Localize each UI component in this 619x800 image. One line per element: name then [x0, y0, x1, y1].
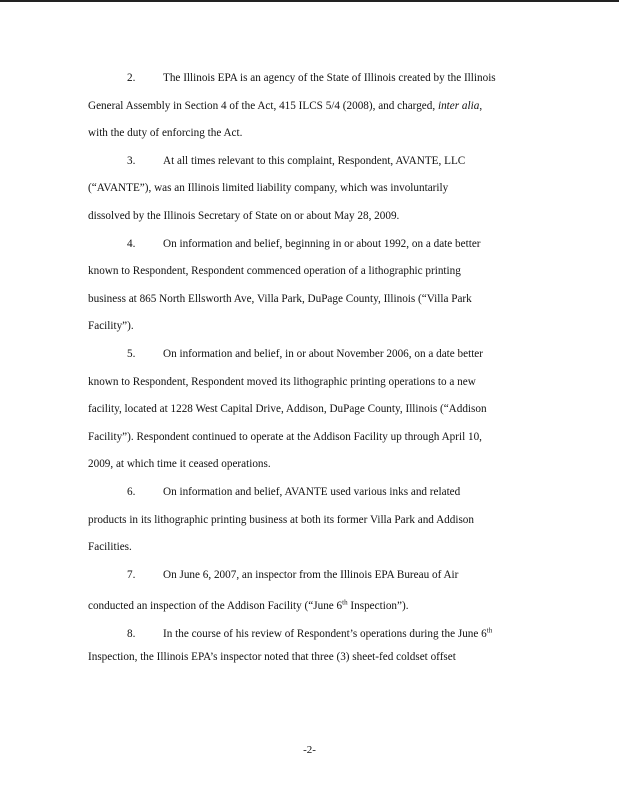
paragraph-line — [88, 344, 538, 372]
paragraph-line — [88, 454, 538, 482]
paragraph-text: dissolved by the Illinois Secretary of State on or about May 28, 2009. — [88, 209, 400, 222]
paragraph-text: Facility”). — [88, 320, 134, 333]
paragraph-line — [88, 537, 538, 565]
numbered-paragraph — [88, 620, 538, 675]
paragraph-text: On information and belief, in or about November 2006, on a date better — [163, 347, 483, 360]
paragraph-line — [88, 261, 538, 289]
paragraph-number: 6. — [127, 485, 136, 498]
paragraph-text: products in its lithographic printing business at both its former Villa Park and Addison — [88, 513, 474, 526]
paragraph-text: conducted an inspection of the Addison Facility (“June 6th Inspection”). — [88, 598, 409, 613]
paragraph-text: On June 6, 2007, an inspector from the Illinois EPA Bureau of Air — [163, 568, 459, 581]
paragraph-text: Facilities. — [88, 541, 132, 554]
scan-top-edge — [0, 0, 619, 2]
paragraph-line — [88, 592, 538, 620]
paragraph-text: known to Respondent, Respondent moved its lithographic printing operations to a new — [88, 375, 476, 388]
paragraph-text: 2009, at which time it ceased operations. — [88, 458, 271, 471]
paragraph-line — [88, 427, 538, 455]
paragraph-text: In the course of his review of Respondent’s operations during the June 6th — [163, 625, 493, 640]
paragraph-number: 8. — [127, 627, 136, 640]
document-body — [88, 68, 538, 675]
paragraph-line — [88, 96, 538, 124]
paragraph-text: Inspection, the Illinois EPA’s inspector noted that three (3) sheet-fed coldset offset — [88, 651, 456, 664]
paragraph-number: 5. — [127, 347, 136, 360]
paragraph-text: with the duty of enforcing the Act. — [88, 127, 243, 140]
paragraph-text: On information and belief, AVANTE used various inks and related — [163, 485, 461, 498]
paragraph-line — [88, 123, 538, 151]
paragraph-text: General Assembly in Section 4 of the Act, 415 ILCS 5/4 (2008), and charged, inter alia, — [88, 99, 483, 112]
numbered-paragraph — [88, 68, 538, 151]
paragraph-text: On information and belief, beginning in or about 1992, on a date better — [163, 237, 481, 250]
paragraph-line — [88, 647, 538, 675]
paragraph-text: (“AVANTE”), was an Illinois limited liability company, which was involuntarily — [88, 182, 449, 195]
paragraph-line — [88, 151, 538, 179]
paragraph-line — [88, 510, 538, 538]
paragraph-line — [88, 289, 538, 317]
paragraph-text: The Illinois EPA is an agency of the State of Illinois created by the Illinois — [163, 72, 496, 84]
paragraph-line — [88, 178, 538, 206]
page-number: -2- — [303, 744, 316, 756]
numbered-paragraph — [88, 151, 538, 234]
paragraph-line — [88, 234, 538, 262]
paragraph-line — [88, 620, 538, 648]
paragraph-number: 3. — [127, 154, 136, 167]
paragraph-text: At all times relevant to this complaint, Respondent, AVANTE, LLC — [163, 154, 466, 167]
paragraph-line — [88, 206, 538, 234]
paragraph-line — [88, 68, 538, 96]
numbered-paragraph — [88, 344, 538, 482]
paragraph-line — [88, 482, 538, 510]
numbered-paragraph — [88, 482, 538, 565]
paragraph-number: 2. — [127, 72, 136, 84]
paragraph-line — [88, 565, 538, 593]
paragraph-text: business at 865 North Ellsworth Ave, Villa Park, DuPage County, Illinois (“Villa Park — [88, 292, 472, 305]
numbered-paragraph — [88, 234, 538, 344]
paragraph-line — [88, 372, 538, 400]
numbered-paragraph — [88, 565, 538, 620]
paragraph-text: known to Respondent, Respondent commenced operation of a lithographic printing — [88, 265, 461, 278]
paragraph-number: 4. — [127, 237, 136, 250]
paragraph-number: 7. — [127, 568, 136, 581]
paragraph-line — [88, 399, 538, 427]
paragraph-text: facility, located at 1228 West Capital Drive, Addison, DuPage County, Illinois (“Addison — [88, 403, 487, 416]
paragraph-text: Facility”). Respondent continued to operate at the Addison Facility up through April 10, — [88, 430, 482, 443]
paragraph-line — [88, 316, 538, 344]
